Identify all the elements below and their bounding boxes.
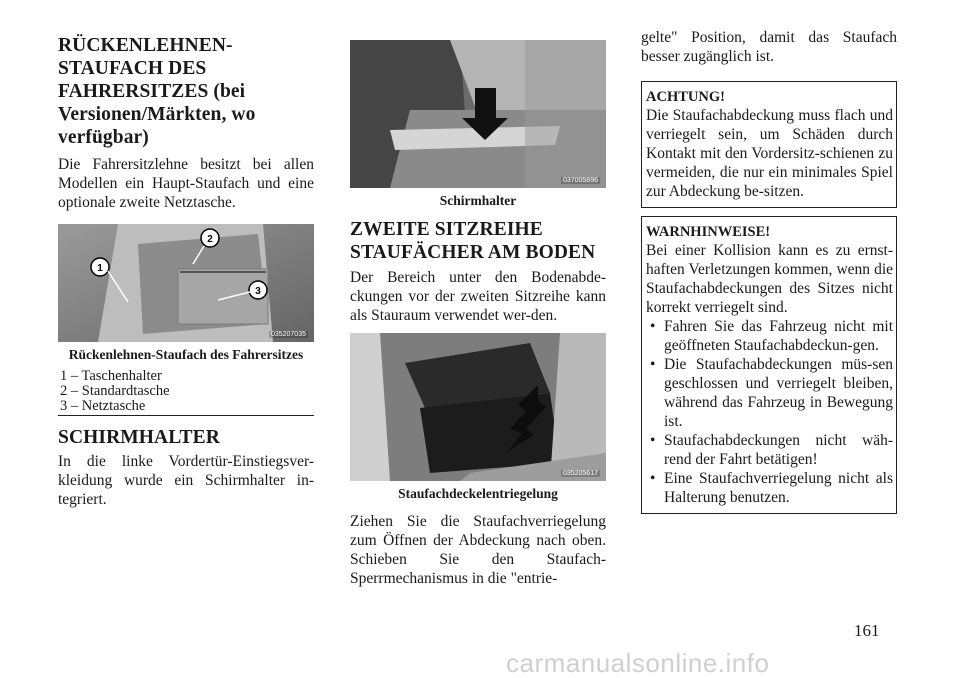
- photo-legend: [58, 369, 314, 416]
- storage-lid-instructions: Ziehen Sie die Staufachverriegelung zum Öffnen der Abdeckung nach oben. Schieben Sie den Staufach-Sperrmechanismus in die "entrie-: [350, 513, 606, 587]
- heading-line: FAHRERSITZES (bei: [58, 81, 246, 102]
- warning-list-item: • Fahren Sie das Fahrzeug nicht mit geöffneten Staufachabdeckun-gen.: [646, 317, 893, 355]
- column-middle: [350, 40, 606, 588]
- storage-lid-photo: [350, 333, 606, 481]
- heading-line: STAUFACH DES: [58, 58, 207, 79]
- legend-item: 3 – Netztasche: [60, 398, 146, 414]
- callout-2: 2: [207, 234, 213, 245]
- heading-line: STAUFÄCHER AM BODEN: [350, 242, 596, 263]
- backrest-storage-text: Die Fahrersitzlehne besitzt bei allen Modellen ein Haupt-Staufach und eine optionale zweite Netztasche.: [58, 156, 314, 211]
- warning-list-item: • Staufachabdeckungen nicht wäh-rend der Fahrt betätigen!: [646, 431, 893, 469]
- umbrella-holder-text: In die linke Vordertür-Einstiegsver-kleidung wurde ein Schirmhalter in-tegriert.: [58, 453, 314, 508]
- warning-text: Bei einer Kollision kann es zu ernst-haften Verletzungen kommen, wenn die Staufachabdeckungen des Sitzes nicht korrekt verriegelt sind.: [646, 242, 893, 316]
- legend-item: 2 – Standardtasche: [60, 383, 170, 399]
- heading-line: RÜCKENLEHNEN-: [58, 35, 233, 56]
- callout-1: 1: [97, 263, 103, 274]
- storage-lid-instructions-continued: gelte" Position, damit das Staufach besser zugänglich ist.: [641, 29, 897, 65]
- photo-code: 035207035: [270, 331, 306, 338]
- callout-3: 3: [255, 286, 261, 297]
- warning-list-item: • Die Staufachabdeckungen müs-sen geschlossen und verriegelt bleiben, während das Fahrzeug in Bewegung ist.: [646, 355, 893, 431]
- watermark: carmanualsonline.info: [506, 648, 770, 678]
- second-row-storage-text: Der Bereich unter den Bodenabde-ckungen vor der zweiten Sitzreihe kann als Stauraum verwendet wer-den.: [350, 269, 606, 324]
- warning-title: WARNHINWEISE!: [646, 224, 771, 240]
- backrest-storage-heading: [58, 34, 314, 149]
- caution-text: Die Staufachabdeckung muss flach und verriegelt sein, um Schäden durch Kontakt mit den Vordersitz-schienen zu vermeiden, die nur ein minimales Spiel zur Abdeckung be-sitzen.: [646, 107, 893, 200]
- caution-title: ACHTUNG!: [646, 89, 725, 105]
- caution-box: [641, 81, 897, 208]
- legend-item: 1 – Taschenhalter: [60, 368, 162, 384]
- warning-box: [641, 216, 897, 514]
- warning-list: [646, 317, 893, 507]
- storage-lid-photo-caption: Staufachdeckelentriegelung: [398, 486, 558, 501]
- umbrella-photo-caption: Schirmhalter: [439, 193, 517, 208]
- heading-line: verfügbar): [58, 127, 149, 148]
- heading-line: Versionen/Märkten, wo: [58, 104, 256, 125]
- column-right: [641, 28, 897, 514]
- backrest-photo-caption: Rückenlehnen-Staufach des Fahrersitzes: [68, 347, 304, 362]
- second-row-storage-heading: [350, 218, 606, 264]
- umbrella-holder-photo: [350, 40, 606, 188]
- backrest-storage-photo: [58, 224, 314, 342]
- heading-line: ZWEITE SITZREIHE: [350, 219, 543, 240]
- warning-list-item: • Eine Staufachverriegelung nicht als Halterung benutzen.: [646, 469, 893, 507]
- photo-code: 037005896: [562, 177, 598, 184]
- page-number: 161: [854, 621, 880, 640]
- photo-code: 035205617: [562, 470, 598, 477]
- column-left: [58, 34, 314, 509]
- umbrella-holder-heading: SCHIRMHALTER: [58, 427, 220, 448]
